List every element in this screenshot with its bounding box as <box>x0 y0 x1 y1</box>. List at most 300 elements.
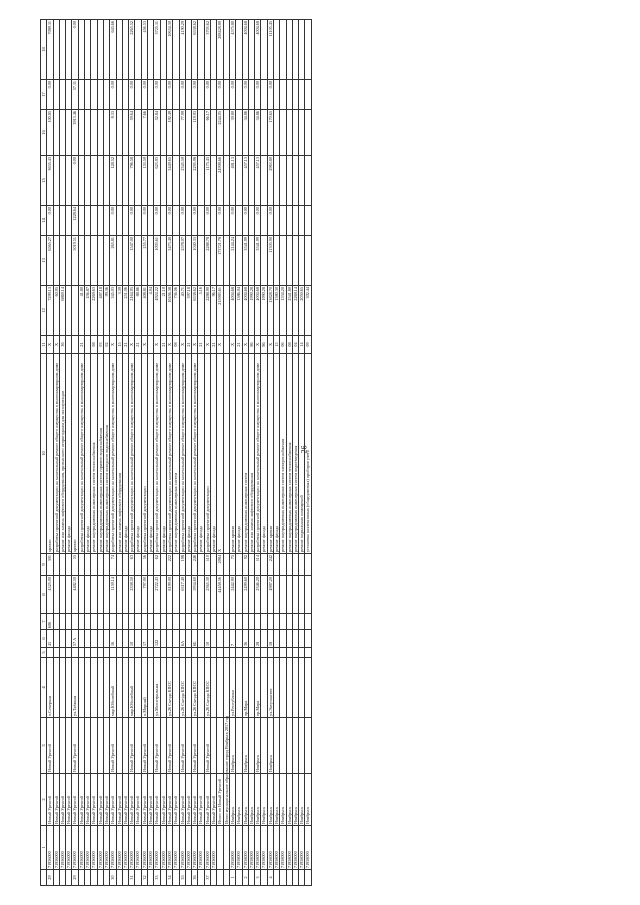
table-cell: 8.33 <box>110 110 116 156</box>
work-type-cell: разработка проектной документации <box>204 354 210 554</box>
table-cell: Новый Уренгой <box>211 774 217 826</box>
table-cell: 71956000 <box>166 826 172 870</box>
table-cell: X <box>129 336 135 354</box>
table-cell: Новый Уренгой <box>129 718 135 774</box>
table-cell: 208428.89 <box>217 20 223 80</box>
table-cell: 71958000 <box>236 826 242 870</box>
table-cell: Итого муниципальное образование город Ноябрьск 2017 год <box>223 716 229 824</box>
table-cell: 3913.46 <box>72 110 78 156</box>
table-cell <box>305 614 311 630</box>
column-header-cell: 16 <box>41 110 47 156</box>
table-cell: 0.00 <box>166 206 172 236</box>
table-cell: Новый Уренгой <box>160 774 166 826</box>
table-cell: 3705.62 <box>204 20 210 80</box>
table-cell: 10 <box>204 630 210 648</box>
table-cell: Новый Уренгой <box>129 774 135 826</box>
table-cell: Новый Уренгой <box>166 774 172 826</box>
table-cell: Новый Уренгой <box>192 718 198 774</box>
table-cell: 71958000 <box>305 826 311 870</box>
table-cell: 09 <box>305 336 311 354</box>
work-type-cell: кровли <box>72 354 78 554</box>
table-cell: 15 <box>273 336 279 354</box>
work-type-cell: ремонт фасада <box>185 354 191 554</box>
table-cell: 30 <box>110 870 116 886</box>
table-cell: 2050.65 <box>299 286 305 336</box>
repair-program-table <box>40 19 312 886</box>
table-cell: 0.00 <box>192 206 198 236</box>
table-cell: 2499.60 <box>242 576 248 614</box>
table-cell: Ноябрьск <box>261 774 267 826</box>
table-cell: 71958000 <box>273 826 279 870</box>
table-cell: 4.04 <box>148 286 154 336</box>
table-cell: 28 <box>255 630 261 648</box>
work-type-cell: ремонт или замена лифтового оборудования <box>116 354 122 554</box>
table-cell: 0.00 <box>242 206 248 236</box>
table-cell: 0.00 <box>179 80 185 110</box>
table-cell: 100.85 <box>47 110 53 156</box>
table-cell: 3635.43 <box>47 156 53 206</box>
table-cell: 397.18 <box>185 286 191 336</box>
table-cell: 0.00 <box>267 206 273 236</box>
table-cell: Новый Уренгой <box>204 774 210 826</box>
table-cell: 2578.07 <box>179 236 185 286</box>
column-header-cell: 9 <box>41 554 47 576</box>
table-cell: X <box>154 336 160 354</box>
table-cell: 71956000 <box>198 826 204 870</box>
table-cell: Новый Уренгой <box>179 718 185 774</box>
table-cell: 6538.62 <box>192 20 198 80</box>
table-cell: Ноябрьск <box>267 774 273 826</box>
work-type-cell: разработка проектной документации на капитальный ремонт общего имущества в многоквартирном доме <box>255 354 261 554</box>
column-header-cell: 18 <box>41 20 47 80</box>
table-cell: 170.65 <box>267 110 273 156</box>
table-cell: 457.13 <box>255 156 261 206</box>
table-cell: 44458.56 <box>217 576 223 614</box>
table-cell: 34 <box>166 870 172 886</box>
work-type-cell: разработка проектной документации на капитальный ремонт общего имущества в многоквартирном доме <box>192 354 198 554</box>
table-cell: 71958000 <box>242 826 248 870</box>
table-cell: Новый Уренгой <box>78 774 84 826</box>
table-cell: 6Б <box>192 630 198 648</box>
work-type-cell: разработка проектной документации на капитальный ремонт общего имущества в многоквартирном доме <box>166 354 172 554</box>
table-cell: 606 <box>47 614 53 630</box>
table-cell: X <box>192 336 198 354</box>
table-cell: 3725.11 <box>154 20 160 80</box>
column-header-cell: 1 <box>41 826 47 870</box>
table-cell: Новый Уренгой <box>166 718 172 774</box>
table-cell: 7089.11 <box>47 20 53 80</box>
table-cell: 08 <box>91 336 97 354</box>
table-cell <box>305 576 311 614</box>
table-cell: 86 <box>261 336 267 354</box>
table-cell: 71956000 <box>66 826 72 870</box>
table-cell: Ноябрьск <box>305 774 311 826</box>
work-type-cell: ремонт внутридомовых инженерных систем водоотведения <box>292 354 298 554</box>
table-cell: пр.Мира <box>242 658 248 718</box>
table-cell: 1040.33 <box>192 236 198 286</box>
table-cell: 0.00 <box>204 80 210 110</box>
table-cell: 99.36 <box>103 286 109 336</box>
column-header-cell: 3 <box>41 718 47 774</box>
column-header-cell: 17 <box>41 80 47 110</box>
table-cell: Новый Уренгой <box>141 774 147 826</box>
work-type-cell: ремонт кровли <box>229 354 235 554</box>
table-cell: Ноябрьск <box>242 774 248 826</box>
table-cell: 14 <box>299 336 305 354</box>
table-cell: 21 <box>198 336 204 354</box>
table-cell: 06 <box>280 336 286 354</box>
table-cell: 302.44 <box>305 286 311 336</box>
table-cell: Новый Уренгой <box>185 774 191 826</box>
table-cell: 2288.78 <box>204 236 210 286</box>
table-cell: 2 <box>242 870 248 886</box>
table-cell: 21 <box>78 336 84 354</box>
table-cell: 21 <box>122 336 128 354</box>
table-cell: 11105.45 <box>267 20 273 80</box>
table-cell: 192.49 <box>166 110 172 156</box>
table-cell: Новый Уренгой <box>116 774 122 826</box>
table-cell: ул.Республики <box>229 658 235 718</box>
table-cell: 75 <box>229 554 235 576</box>
work-type-cell: ремонт фасада <box>273 354 279 554</box>
table-cell: 71956000 <box>59 826 65 870</box>
table-cell: Новый Уренгой <box>85 774 91 826</box>
table-cell: 03 <box>97 336 103 354</box>
table-cell: 4924.22 <box>154 286 160 336</box>
table-cell: 57.11 <box>72 80 78 110</box>
table-cell: 0.00 <box>242 80 248 110</box>
table-cell: 71958000 <box>292 826 298 870</box>
table-cell: 487.18 <box>97 286 103 336</box>
column-header-cell: 8 <box>41 576 47 614</box>
table-cell: 71958000 <box>229 826 235 870</box>
table-cell: 1159.14 <box>110 576 116 614</box>
table-cell: 34.86 <box>255 110 261 156</box>
work-type-cell: ремонт фасада <box>198 354 204 554</box>
table-cell: 29 <box>72 870 78 886</box>
table-cell: ул.26 Съезда КПСС <box>204 658 210 718</box>
table-cell: 2338.50 <box>129 576 135 614</box>
rotated-sheet <box>40 20 600 886</box>
table-cell: 1175.43 <box>204 156 210 206</box>
table-cell: 71956000 <box>173 826 179 870</box>
table-cell: 10456.38 <box>166 286 172 336</box>
table-cell: 0.00 <box>47 206 53 236</box>
table-cell: Ноябрьск <box>229 774 235 826</box>
table-cell: 36 <box>242 630 248 648</box>
table-cell: 301 <box>47 554 53 576</box>
table-cell: 71956000 <box>185 826 191 870</box>
table-cell: X <box>217 336 223 354</box>
table-cell: 2442.90 <box>229 576 235 614</box>
table-cell: 481.13 <box>229 156 235 206</box>
table-cell: 71958000 <box>261 826 267 870</box>
table-cell: 08 <box>173 336 179 354</box>
table-cell: 31 <box>129 870 135 886</box>
table-cell: 16 <box>110 630 116 648</box>
table-cell: 59.64 <box>129 110 135 156</box>
table-cell: 71956000 <box>72 826 78 870</box>
table-cell: Новый Уренгой <box>59 774 65 826</box>
work-type-cell: ремонт внутридомовых инженерных систем горячего водоснабжения <box>97 354 103 554</box>
table-cell: 71956000 <box>97 826 103 870</box>
table-cell: 86 <box>248 336 254 354</box>
table-cell <box>305 630 311 648</box>
table-cell: ул.26 Съезда КПСС <box>192 658 198 718</box>
table-cell: X <box>204 336 210 354</box>
table-cell: Новый Уренгой <box>110 718 116 774</box>
page-number: 26 <box>299 445 309 454</box>
table-cell: Новый Уренгой <box>148 774 154 826</box>
table-cell: 71956000 <box>135 826 141 870</box>
table-cell: Ноябрьск <box>248 774 254 826</box>
work-type-cell: кровли <box>47 354 53 554</box>
table-cell: ул.Таёжная <box>72 658 78 718</box>
table-cell: 57 А <box>72 630 78 648</box>
table-cell: X <box>47 336 53 354</box>
work-type-cell: ремонт фасада <box>85 354 91 554</box>
table-cell <box>305 870 311 886</box>
table-cell: 2265.52 <box>129 20 135 80</box>
table-cell: 5019.51 <box>72 236 78 286</box>
work-type-cell: X <box>217 354 223 554</box>
table-cell: 71956000 <box>103 826 109 870</box>
table-cell: 10 <box>129 630 135 648</box>
work-type-cell: ремонт фасада <box>135 354 141 554</box>
table-cell: 4190.29 <box>179 20 185 80</box>
column-header-cell: 10 <box>41 354 47 554</box>
table-cell: X <box>229 336 235 354</box>
table-cell: 55 <box>72 554 78 576</box>
table-cell: 36 <box>192 870 198 886</box>
table-cell: 796.58 <box>129 156 135 206</box>
table-cell: 7 <box>229 630 235 648</box>
table-cell: 0.00 <box>217 206 223 236</box>
table-cell: 71958000 <box>286 826 292 870</box>
table-cell: 3.39 <box>116 286 122 336</box>
work-type-cell: разработка проектной документации на капитальный ремонт общего имущества в многоквартирном доме <box>110 354 116 554</box>
table-cell: 71956000 <box>148 826 154 870</box>
table-cell <box>305 206 311 236</box>
table-cell: 18 <box>267 630 273 648</box>
table-cell: 0.00 <box>47 80 53 110</box>
work-type-cell: разработка проектной документации на капитальный ремонт общего имущества в многоквартирном доме <box>154 354 160 554</box>
table-cell: 114 <box>255 554 261 576</box>
table-cell: X <box>110 336 116 354</box>
table-cell: 37 <box>204 870 210 886</box>
table-cell: 1990.28 <box>248 286 254 336</box>
table-cell: 1990.28 <box>261 286 267 336</box>
table-cell: 4004.68 <box>242 286 248 336</box>
table-cell: Новый Уренгой <box>179 774 185 826</box>
table-cell: Новый Уренгой <box>192 774 198 826</box>
table-cell: 02 <box>103 336 109 354</box>
table-cell: 2084 <box>217 554 223 576</box>
column-header-cell: 15 <box>41 156 47 206</box>
table-cell: Новый Уренгой <box>72 718 78 774</box>
table-body <box>41 20 312 886</box>
table-cell: 17 <box>141 630 147 648</box>
table-cell: 198 <box>179 554 185 576</box>
table-cell: Ноябрьск <box>255 774 261 826</box>
table-cell: 0.00 <box>229 206 235 236</box>
table-cell: 251.06 <box>122 286 128 336</box>
table-cell: Ноябрьск <box>280 774 286 826</box>
work-type-cell: разработка проектной документации на капитальный ремонт общего имущества в многоквартирном доме <box>53 354 59 554</box>
table-cell: Новый Уренгой <box>97 774 103 826</box>
work-type-cell: установка коллективных (общедомовых) приборов учета <box>305 354 311 554</box>
table-cell: 2345.59 <box>179 156 185 206</box>
table-cell <box>305 110 311 156</box>
table-cell: 242 <box>267 554 273 576</box>
table-cell: 736.06 <box>173 286 179 336</box>
table-cell: Новый Уренгой <box>198 774 204 826</box>
table-cell: 71956000 <box>160 826 166 870</box>
table-cell: Новый Уренгой <box>66 774 72 826</box>
table-cell: 623.93 <box>154 156 160 206</box>
column-header-cell: 7 <box>41 614 47 630</box>
work-type-cell: ремонт фасада <box>148 354 154 554</box>
table-cell: 1380.30 <box>273 286 279 336</box>
work-type-cell: ремонт фасада <box>236 354 242 554</box>
table-cell: 4987.20 <box>267 576 273 614</box>
table-cell: 0.00 <box>204 206 210 236</box>
table-cell: 0.00 <box>166 80 172 110</box>
work-type-cell: ремонт или замена лифтового оборудования, признанного непригодным для эксплуатации <box>59 354 65 554</box>
table-cell: 0.00 <box>154 80 160 110</box>
table-cell: 246 <box>192 554 198 576</box>
table-cell: 7.66 <box>141 110 147 156</box>
table-cell: 71956000 <box>179 826 185 870</box>
table-cell: Новый Уренгой <box>154 718 160 774</box>
table-cell: 6565.27 <box>47 236 53 286</box>
table-cell: 08 <box>286 336 292 354</box>
table-cell: Новый Уренгой <box>141 718 147 774</box>
work-type-cell: ремонт фасада <box>160 354 166 554</box>
table-cell: 45 <box>47 630 53 648</box>
table-cell: ул.Магистральная <box>154 658 160 718</box>
column-header-cell: 5 <box>41 648 47 658</box>
table-cell: Новый Уренгой <box>103 774 109 826</box>
table-cell: Новый Уренгой <box>91 774 97 826</box>
table-cell: 32 <box>141 870 147 886</box>
table-cell: 3541.99 <box>242 236 248 286</box>
table-cell: Ноябрьск <box>299 774 305 826</box>
table-cell: Ноябрьск <box>267 718 273 774</box>
table-cell: 3 <box>255 870 261 886</box>
table-cell: Итого по Новый Уренгой <box>217 774 223 826</box>
table-cell: 29 <box>47 870 53 886</box>
table-cell: Ноябрьск <box>242 718 248 774</box>
table-cell: 0.00 <box>110 80 116 110</box>
column-header-cell: 13 <box>41 236 47 286</box>
table-cell: мкр.Юбилейный <box>129 658 135 718</box>
table-cell <box>305 718 311 774</box>
work-type-cell: ремонт внутридомовых инженерных систем теплоснабжения <box>286 354 292 554</box>
table-cell: 0.00 <box>179 206 185 236</box>
table-cell: 2365.30 <box>204 576 210 614</box>
column-header-cell: 2 <box>41 774 47 826</box>
table-cell: 62 <box>154 554 160 576</box>
table-cell: п.Северная <box>47 658 53 718</box>
table-cell: 4525.00 <box>47 576 53 614</box>
table-cell: X <box>141 336 147 354</box>
table-cell: 255.77 <box>141 236 147 286</box>
table-cell: X <box>267 336 273 354</box>
table-cell: 2541.80 <box>286 286 292 336</box>
table-cell: 2963.80 <box>267 156 273 206</box>
table-cell: 04 <box>292 336 298 354</box>
table-cell: 71956000 <box>85 826 91 870</box>
table-cell: 2268.14 <box>292 286 298 336</box>
table-cell: Новый Уренгой <box>72 774 78 826</box>
table-cell: Ноябрьск <box>292 774 298 826</box>
table-cell: 0.00 <box>129 80 135 110</box>
table-cell: 52.84 <box>154 110 160 156</box>
table-cell: 457.13 <box>242 156 248 206</box>
table-cell: 77.99 <box>179 110 185 156</box>
table-cell: X <box>242 336 248 354</box>
table-cell <box>305 554 311 576</box>
column-header-cell: 14 <box>41 206 47 236</box>
table-cell <box>305 236 311 286</box>
table-cell: Новый Уренгой <box>53 774 59 826</box>
table-cell: 21.10 <box>160 286 166 336</box>
table-cell: 0.00 <box>255 206 261 236</box>
work-type-cell: разработка проектной документации на капитальный ремонт общего имущества в многоквартирном доме <box>129 354 135 554</box>
table-cell <box>305 156 311 206</box>
table-cell: 24908.66 <box>217 156 223 206</box>
table-cell: 2722.43 <box>154 576 160 614</box>
table-cell: 15 <box>116 336 122 354</box>
table-cell: 4004.68 <box>229 286 235 336</box>
table-cell: 71958000 <box>248 826 254 870</box>
table-cell: 345.03 <box>110 286 116 336</box>
table-cell: 645.66 <box>110 20 116 80</box>
table-cell: 4 <box>267 870 273 886</box>
table-cell: 0.00 <box>72 20 78 80</box>
table-cell: 21 <box>135 336 141 354</box>
table-cell: 71956000 <box>129 826 135 870</box>
table-cell: ул.Энтузиастов <box>267 658 273 718</box>
table-cell: 36 <box>59 336 65 354</box>
table-cell: 0.00 <box>72 156 78 206</box>
table-cell: 215983.61 <box>217 286 223 336</box>
table-cell: X <box>166 336 172 354</box>
table-cell: 60.95 <box>53 286 59 336</box>
work-type-cell: ремонт фасада <box>261 354 267 554</box>
table-cell: ул.26 Съезда КПСС <box>179 658 185 718</box>
work-type-cell: ремонт внутридомовых инженерных систем теплоснабжения <box>91 354 97 554</box>
table-cell: 71956000 <box>91 826 97 870</box>
table-cell: 71956000 <box>211 826 217 870</box>
table-cell: 10654.30 <box>166 20 172 80</box>
table-cell: X <box>255 336 261 354</box>
table-cell: 92 <box>242 554 248 576</box>
table-cell: 6538.62 <box>192 286 198 336</box>
table-cell: 71958000 <box>267 826 273 870</box>
table-cell: 153.50 <box>141 156 147 206</box>
table-cell: 71956000 <box>78 826 84 870</box>
work-type-cell: ремонт кровли <box>267 354 273 554</box>
table-cell: 436.87 <box>85 286 91 336</box>
table-cell: 71956000 <box>53 826 59 870</box>
table-cell: 122 <box>154 630 160 648</box>
table-cell: 222 <box>166 554 172 576</box>
column-header-cell: 6 <box>41 630 47 648</box>
table-cell: пр.Мира <box>255 658 261 718</box>
work-type-cell: ремонт внутридомовых инженерных систем электроснабжения <box>280 354 286 554</box>
